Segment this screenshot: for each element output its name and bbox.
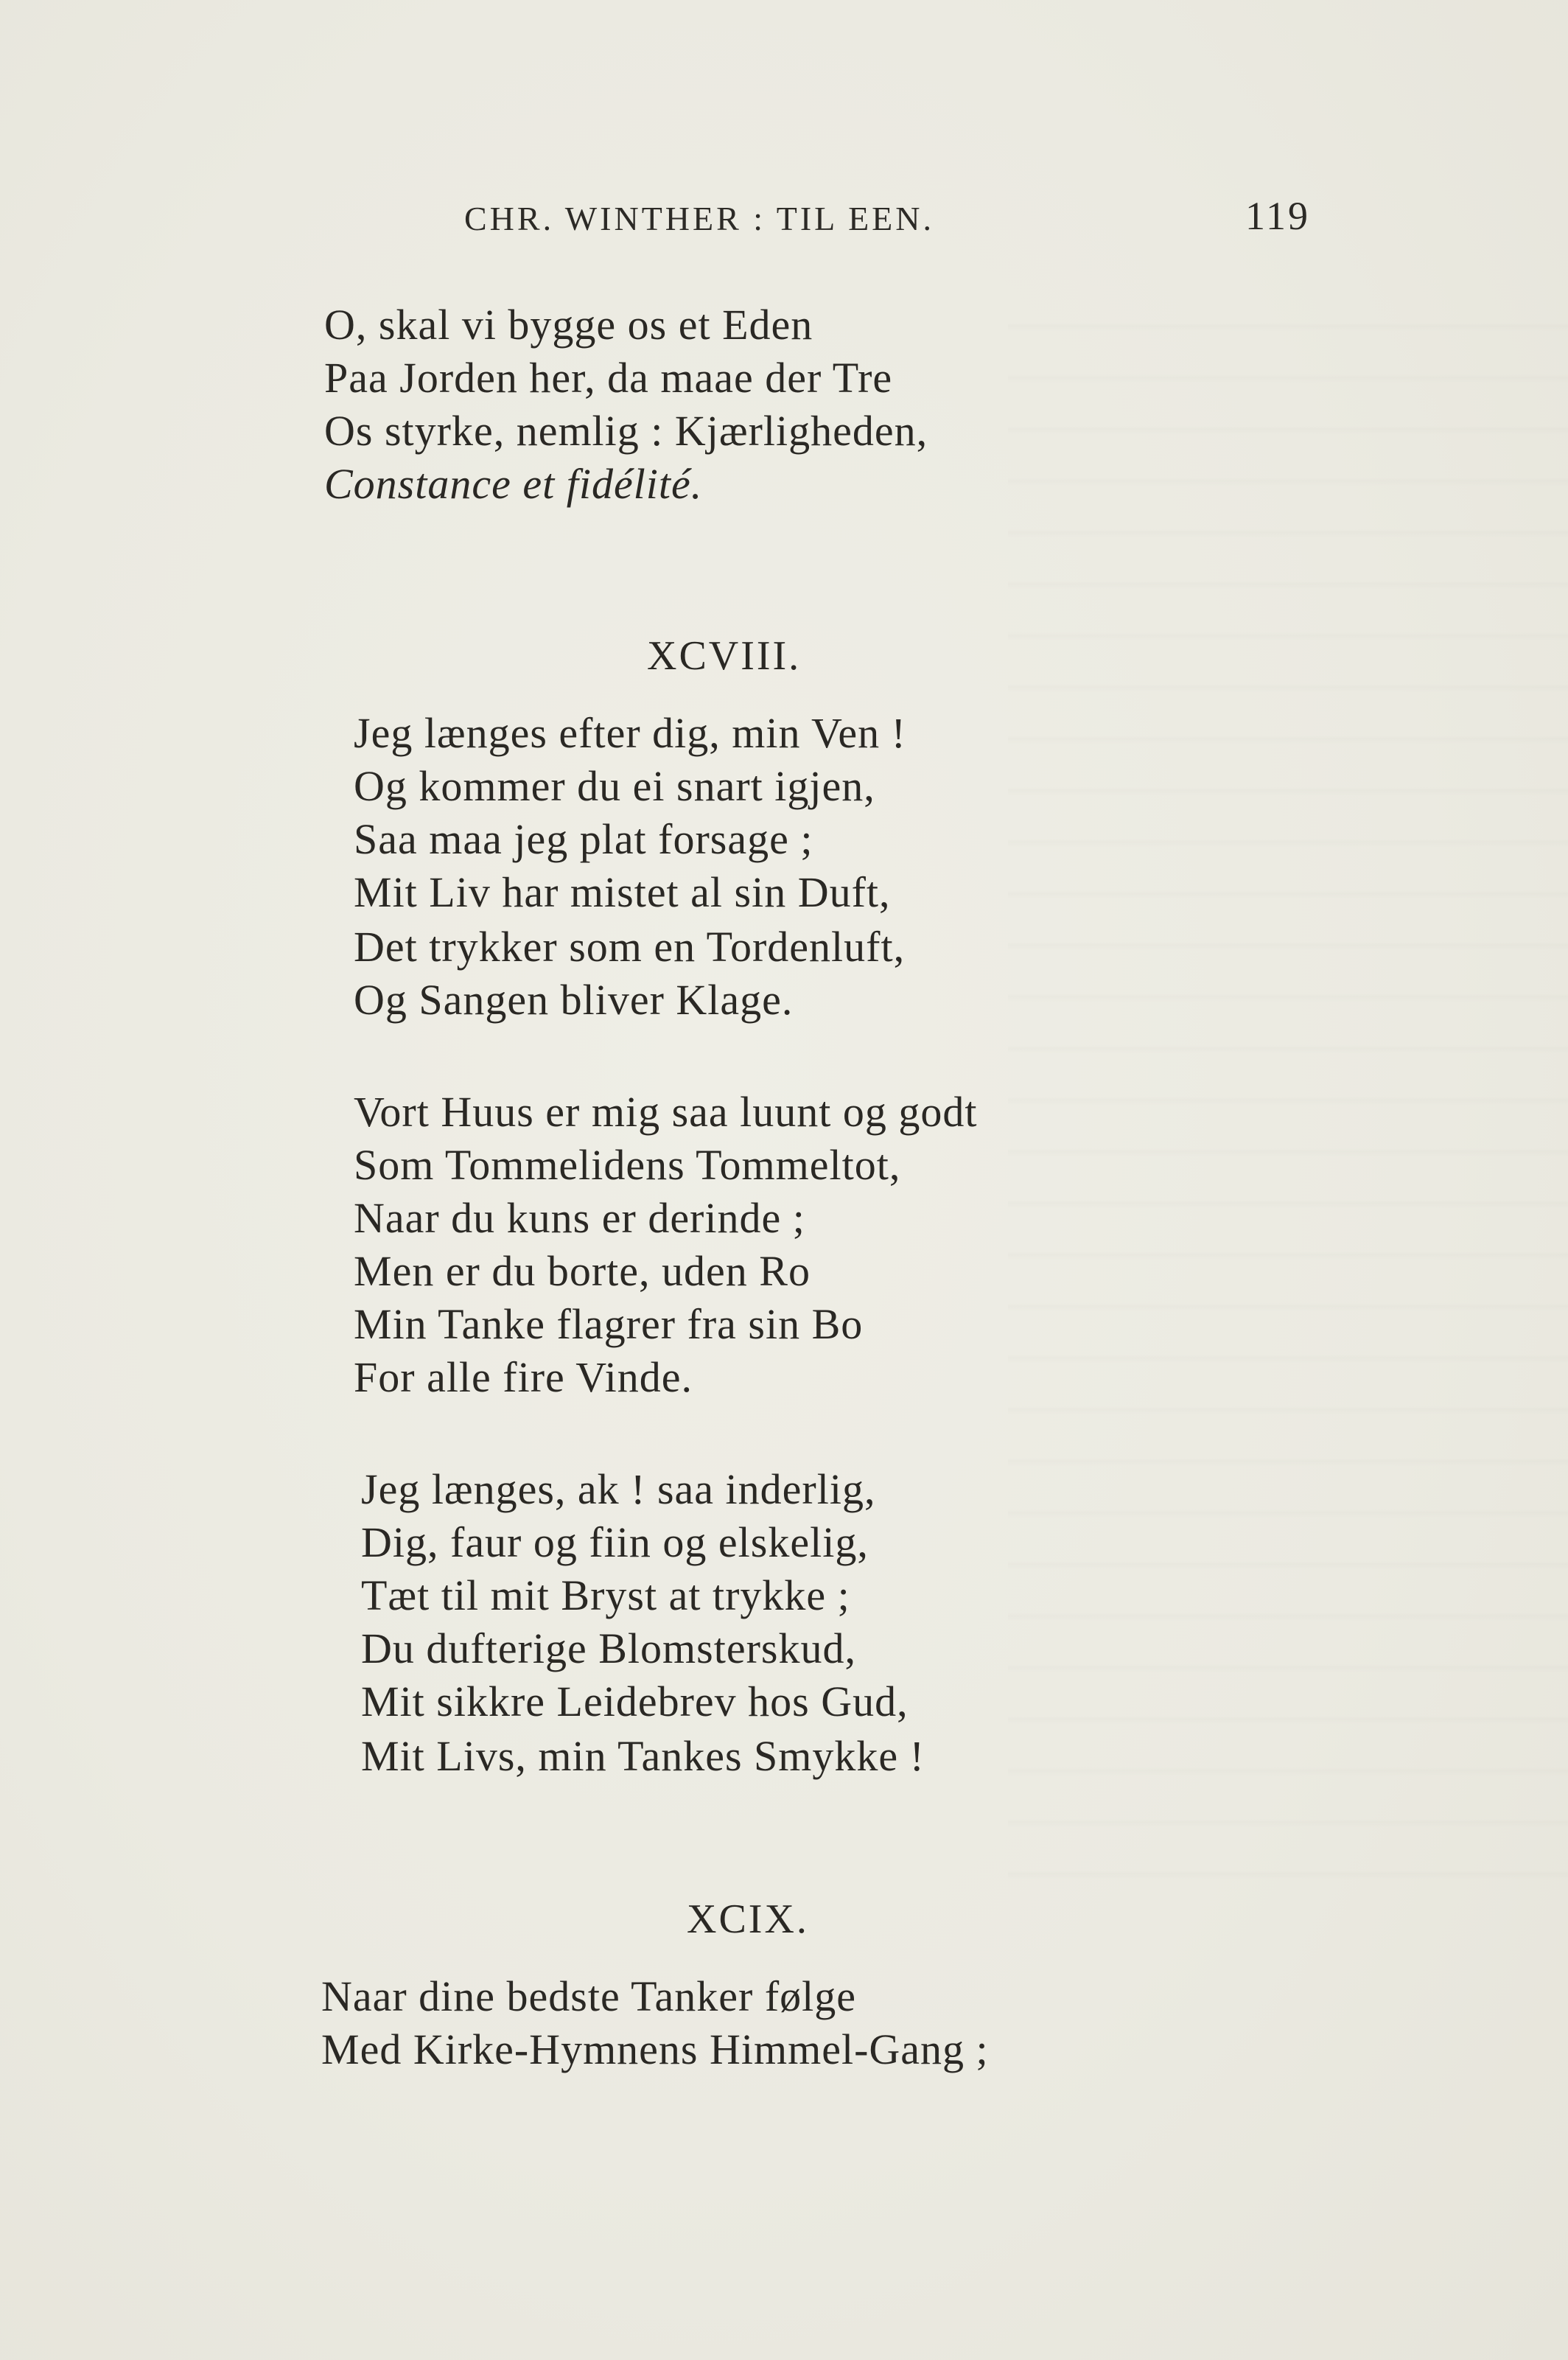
poem-line: Men er du borte, uden Ro [354,1247,811,1295]
poem-line: Som Tommelidens Tommeltot, [354,1141,901,1189]
poem-line: Og kommer du ei snart igjen, [354,762,875,810]
bleed-through-texture [1008,280,1568,1902]
poem-line: Mit Liv har mistet al sin Duft, [354,868,891,916]
poem-line: Vort Huus er mig saa luunt og godt [354,1088,978,1136]
poem-line: Tæt til mit Bryst at trykke ; [361,1571,850,1619]
poem-line: Os styrke, nemlig : Kjærligheden, [324,407,928,455]
poem-line: Jeg længes, ak ! saa inderlig, [361,1465,876,1513]
poem-line: Jeg længes efter dig, min Ven ! [354,709,906,757]
poem-line: Naar du kuns er derinde ; [354,1194,805,1242]
poem-line: Min Tanke flagrer fra sin Bo [354,1300,864,1348]
poem-line: O, skal vi bygge os et Eden [324,301,813,349]
poem-line: Paa Jorden her, da maae der Tre [324,354,893,402]
poem-line: For alle fire Vinde. [354,1353,693,1401]
poem-line: Dig, faur og fiin og elskelig, [361,1518,869,1566]
poem-line: Mit Livs, min Tankes Smykke ! [361,1732,925,1780]
section-numeral: XCIX. [687,1896,809,1942]
poem-line-italic: Constance et fidélité. [324,460,703,508]
running-title: CHR. WINTHER : TIL EEN. [464,200,934,237]
page-number: 119 [1245,194,1310,238]
poem-line: Du dufterige Blomsterskud, [361,1624,856,1672]
section-numeral: XCVIII. [647,633,802,679]
poem-line: Mit sikkre Leidebrev hos Gud, [361,1678,909,1725]
poem-line: Med Kirke-Hymnens Himmel-Gang ; [321,2025,989,2073]
poem-line: Og Sangen bliver Klage. [354,976,794,1024]
poem-line: Det trykker som en Tordenluft, [354,923,906,971]
poem-line: Naar dine bedste Tanker følge [321,1972,857,2020]
poem-line: Saa maa jeg plat forsage ; [354,815,813,863]
